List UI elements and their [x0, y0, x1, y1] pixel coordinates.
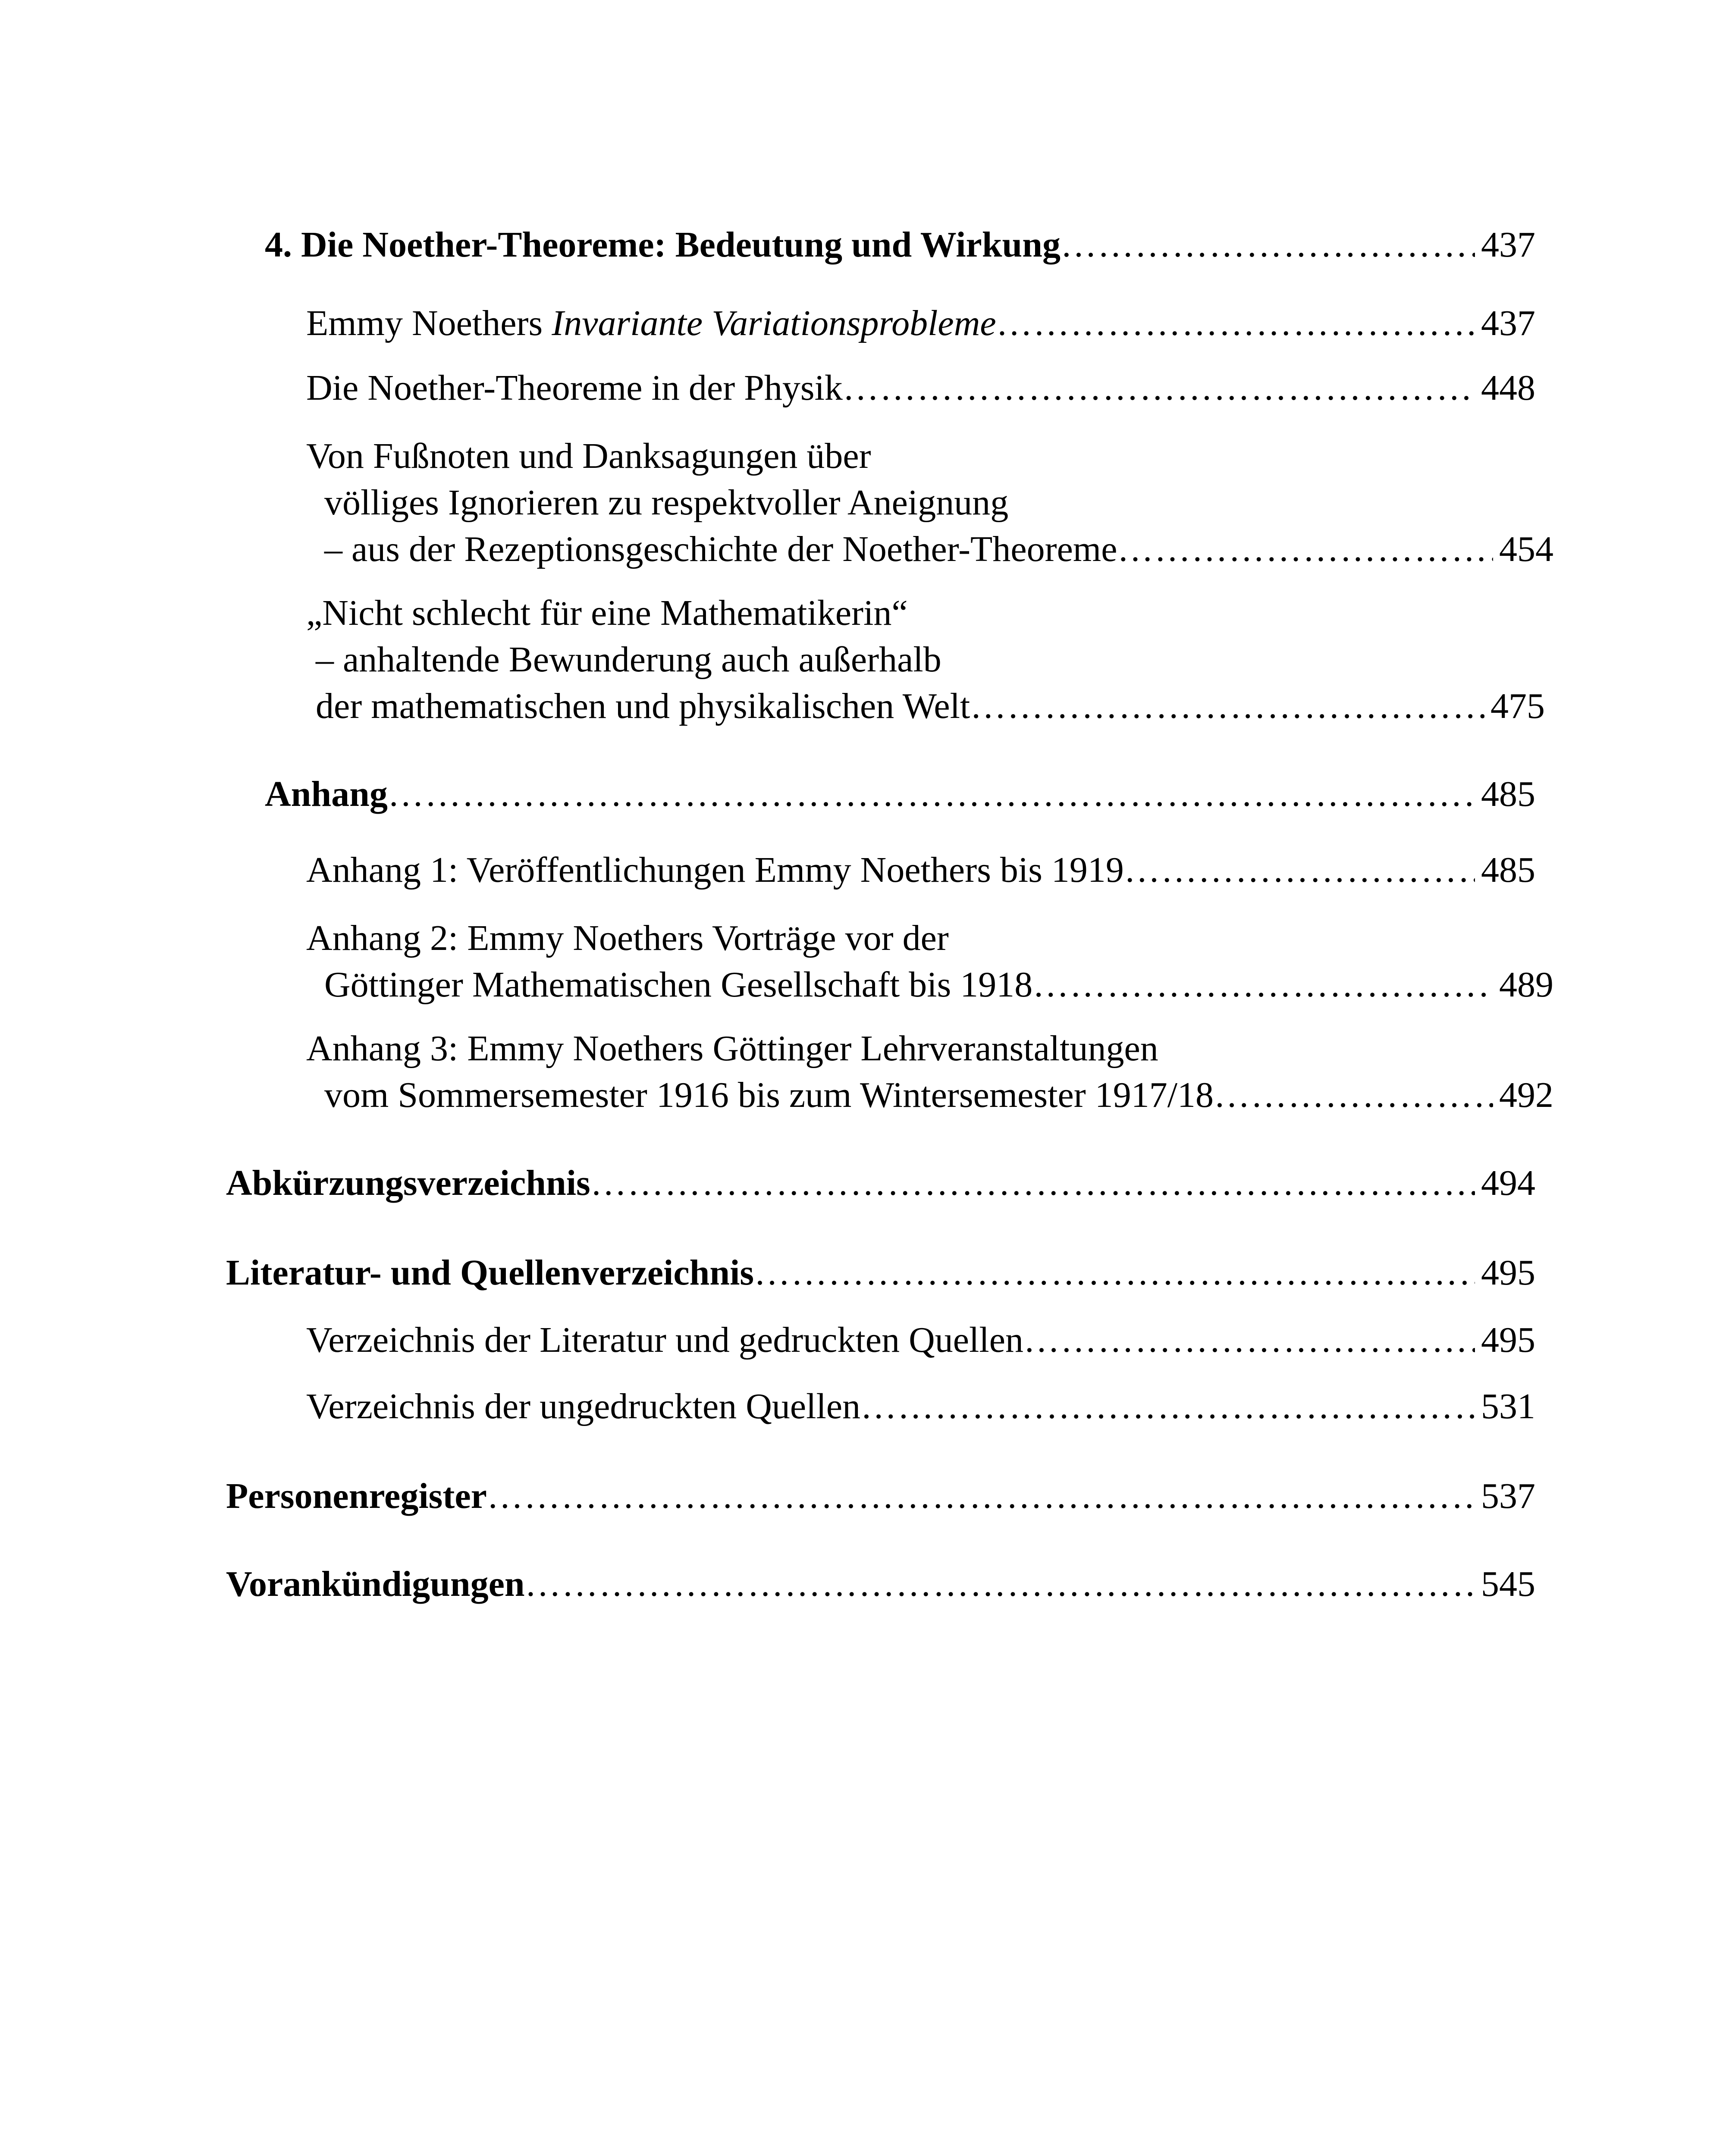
toc-entry-gedruckte-quellen [306, 1317, 1535, 1363]
toc-page-number: 485 [1481, 850, 1535, 890]
toc-entry-title-prefix: Emmy Noethers [306, 303, 552, 343]
toc-page-number: 437 [1481, 303, 1535, 343]
toc-entry-title: Die Noether-Theoreme in der Physik [306, 368, 843, 408]
toc-entry-personenregister [226, 1473, 1535, 1520]
toc-entry-invariante-variationsprobleme [306, 300, 1535, 347]
toc-entry-title-line-3: der mathematischen und physikalischen Welt [316, 686, 970, 726]
toc-entry-anhang-1 [306, 847, 1535, 893]
toc-page-number: 495 [1481, 1253, 1535, 1293]
toc-entry-title [306, 300, 996, 347]
toc-page-number: 454 [1499, 529, 1553, 569]
toc-page-number: 531 [1481, 1386, 1535, 1426]
toc-entry-title: Verzeichnis der ungedruckten Quellen [306, 1386, 861, 1426]
dot-leader [843, 365, 1475, 411]
toc-entry-title-line-1: Von Fußnoten und Danksagungen über [306, 436, 871, 476]
toc-entry-title-line-2: Göttinger Mathematischen Gesellschaft bis 1918 [324, 965, 1033, 1005]
dot-leader [1023, 1317, 1475, 1363]
toc-entry-title-line-1: „Nicht schlecht für eine Mathematikerin“ [306, 593, 908, 633]
toc-entry-title-italic: Invariante Variationsprobleme [552, 303, 996, 343]
dot-leader [590, 1160, 1475, 1206]
toc-entry-title: Anhang 1: Veröffentlichungen Emmy Noethers bis 1919 [306, 850, 1124, 890]
toc-page-number: 494 [1481, 1163, 1535, 1203]
dot-leader [1117, 526, 1493, 573]
dot-leader [1032, 962, 1493, 1008]
toc-entry-abkuerzungsverzeichnis [226, 1160, 1535, 1206]
dot-leader [860, 1383, 1475, 1430]
toc-entry-title-line-2: völliges Ignorieren zu respektvoller Aneignung [324, 483, 1009, 523]
toc-entry-title: Anhang [265, 774, 388, 814]
toc-entry-title: Verzeichnis der Literatur und gedruckten Quellen [306, 1320, 1023, 1360]
toc-entry-anhang-3 [306, 1025, 1553, 1119]
dot-leader [388, 771, 1475, 818]
toc-entry-title-line-1: Anhang 3: Emmy Noethers Göttinger Lehrveranstaltungen [306, 1028, 1158, 1069]
dot-leader [525, 1561, 1475, 1608]
toc-entry-rezeptionsgeschichte [306, 433, 1553, 573]
toc-entry-anhang [265, 771, 1535, 818]
toc-page-number: 495 [1481, 1320, 1535, 1360]
toc-entry-title-line-2: – anhaltende Bewunderung auch außerhalb [316, 639, 941, 680]
toc-entry-title: Literatur- und Quellenverzeichnis [226, 1253, 754, 1293]
dot-leader [1124, 847, 1475, 893]
toc-entry-vorankuendigungen [226, 1561, 1535, 1608]
toc-page-number: 492 [1499, 1075, 1553, 1115]
toc-page-number: 485 [1481, 774, 1535, 814]
dot-leader [487, 1473, 1475, 1520]
toc-entry-literaturverzeichnis [226, 1250, 1535, 1296]
toc-entry-theoreme-physik [306, 365, 1535, 411]
dot-leader [970, 683, 1484, 730]
toc-page-number: 437 [1481, 225, 1535, 265]
toc-entry-title-line-3: – aus der Rezeptionsgeschichte der Noether-Theoreme [324, 529, 1117, 569]
toc-entry-anhang-2 [306, 915, 1553, 1008]
toc-page-number: 545 [1481, 1564, 1535, 1604]
toc-entry-title-line-2: vom Sommersemester 1916 bis zum Wintersemester 1917/18 [324, 1075, 1214, 1115]
toc-entry-title-line-1: Anhang 2: Emmy Noethers Vorträge vor der [306, 918, 949, 958]
toc-entry-bewunderung [306, 590, 1545, 730]
toc-entry-ungedruckte-quellen [306, 1383, 1535, 1430]
dot-leader [754, 1250, 1475, 1296]
toc-page-number: 537 [1481, 1476, 1535, 1516]
dot-leader [996, 300, 1475, 347]
dot-leader [1061, 222, 1475, 268]
toc-page-number: 489 [1499, 965, 1553, 1005]
dot-leader [1214, 1072, 1493, 1119]
toc-entry-title: 4. Die Noether-Theoreme: Bedeutung und Wirkung [265, 225, 1061, 265]
toc-entry-title: Personenregister [226, 1476, 487, 1516]
toc-entry-chapter-4 [265, 222, 1535, 268]
toc-page-number: 475 [1490, 686, 1545, 726]
toc-entry-title: Vorankündigungen [226, 1564, 525, 1604]
toc-entry-title: Abkürzungsverzeichnis [226, 1163, 590, 1203]
toc-page-number: 448 [1481, 368, 1535, 408]
